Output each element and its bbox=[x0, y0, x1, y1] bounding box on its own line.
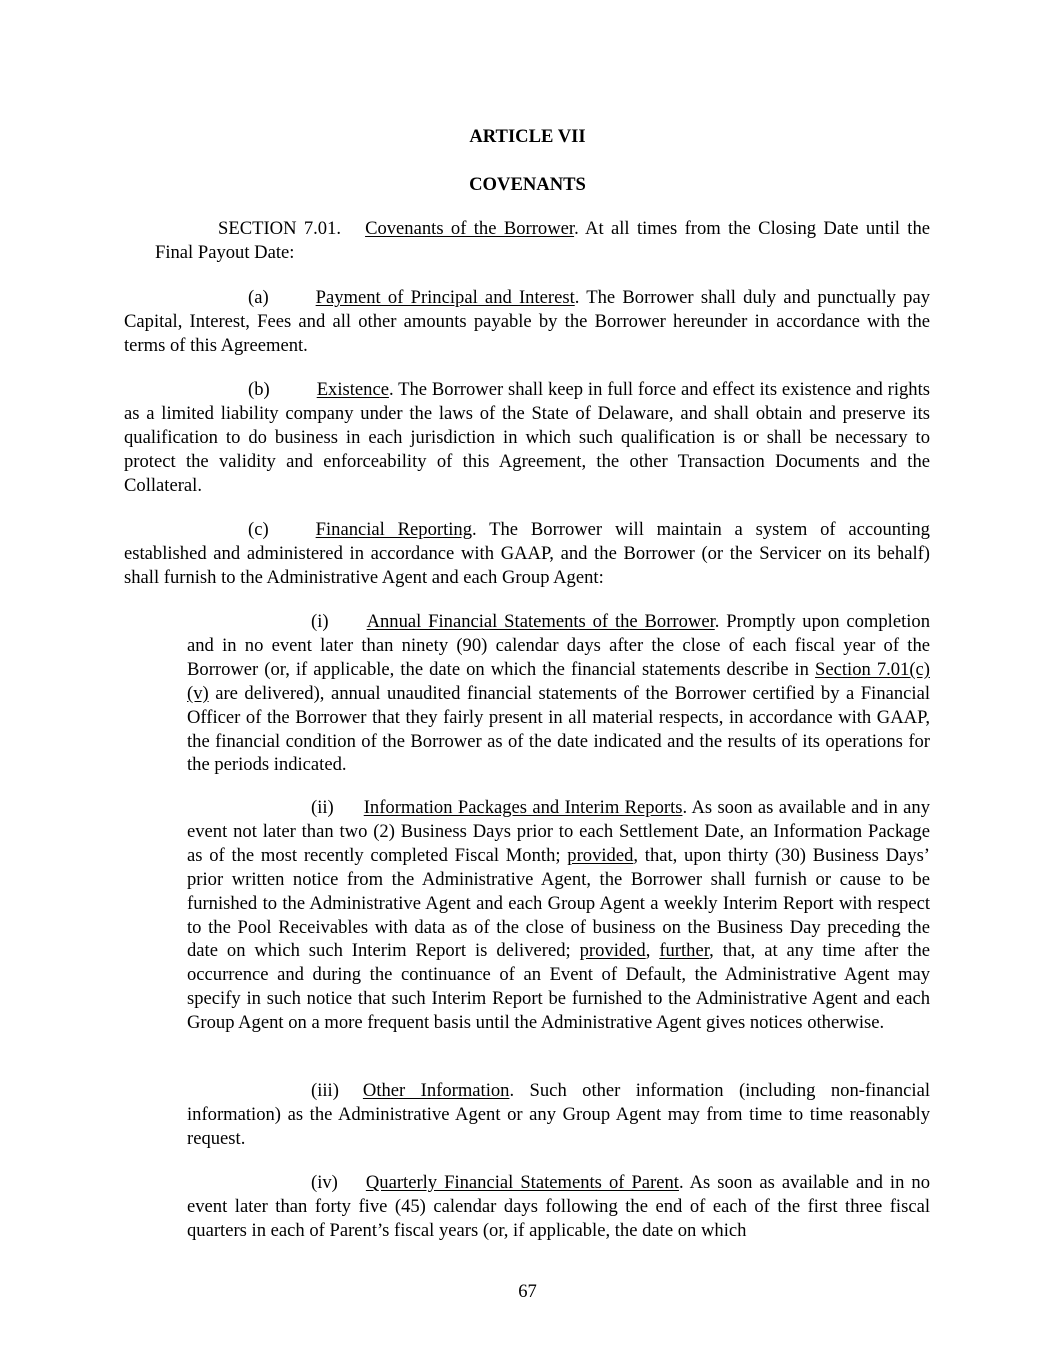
subparagraph-iii-text: . Such other information (including non-financial information) as the Administrative Agent or any Group Agent may from time to time reasonably request. bbox=[187, 1080, 930, 1149]
page-number: 67 bbox=[518, 1281, 537, 1302]
article-title: COVENANTS bbox=[469, 174, 586, 195]
paragraph-a-title: Payment of Principal and Interest bbox=[315, 287, 575, 308]
paragraph-c-text: . The Borrower will maintain a system of accounting established and administered in accordance with GAAP, and the Borrower (or the Servicer on its behalf) shall furnish to the Administrative Agent and each Group Agent: bbox=[124, 519, 930, 588]
paragraph-b-label: (b) bbox=[248, 379, 270, 400]
subparagraph-i-label: (i) bbox=[311, 611, 329, 632]
subparagraph-iii-title: Other Information bbox=[362, 1080, 510, 1101]
paragraph-b bbox=[124, 378, 930, 498]
subparagraph-iii-label: (iii) bbox=[311, 1080, 339, 1101]
subparagraph-ii bbox=[187, 796, 930, 1035]
article-heading: ARTICLE VII bbox=[469, 126, 586, 147]
section-text: . At all times from the Closing Date until the Final Payout Date: bbox=[155, 218, 931, 263]
subparagraph-i-title: Annual Financial Statements of the Borrower bbox=[366, 611, 715, 632]
comma: , bbox=[645, 940, 660, 962]
paragraph-a-text: . The Borrower shall duly and punctually pay Capital, Interest, Fees and all other amounts payable by the Borrower hereunder in accordance with the terms of this Agreement. bbox=[124, 287, 930, 356]
subparagraph-iii bbox=[187, 1079, 930, 1151]
subparagraph-ii-title: Information Packages and Interim Reports bbox=[363, 797, 683, 818]
subparagraph-ii-text-3: , that, at any time after the occurrence and during the continuance of an Event of Default, the Administrative Agent may specify in such notice that such Interim Report be furnished to the Administrative Agent and each Group Agent on a more frequent basis until the Administrative Agent gives notices otherwise. bbox=[187, 940, 931, 1034]
paragraph-c-title: Financial Reporting bbox=[315, 519, 473, 540]
section-reference: Section 7.01(c)(v) bbox=[187, 658, 930, 704]
subparagraph-iv-label: (iv) bbox=[311, 1172, 338, 1193]
paragraph-b-text: . The Borrower shall keep in full force and effect its existence and rights as a limited liability company under the laws of the State of Delaware, and shall obtain and preserve its qualification to do business in each jurisdiction in which such qualification is or shall be necessary to protect the validity and enforceability of this Agreement, the other Transaction Documents and the Collateral. bbox=[124, 379, 930, 496]
provided-term-1: provided bbox=[567, 844, 634, 866]
paragraph-a bbox=[124, 286, 930, 358]
subparagraph-i bbox=[187, 610, 930, 777]
subparagraph-i-text-2: are delivered), annual unaudited financial statements of the Borrower certified by a Financial Officer of the Borrower that they fairly present in all material respects, in accordance with GAAP, the financial condition of the Borrower as of the date indicated and the results of its operations for the periods indicated. bbox=[187, 682, 930, 776]
subparagraph-iv bbox=[187, 1171, 930, 1243]
paragraph-b-title: Existence bbox=[316, 379, 389, 400]
subparagraph-iv-title: Quarterly Financial Statements of Parent bbox=[365, 1172, 679, 1193]
paragraph-c-label: (c) bbox=[248, 519, 269, 540]
subparagraph-ii-label: (ii) bbox=[311, 797, 334, 818]
subparagraph-ii-text-2: , that, upon thirty (30) Business Days’ prior written notice from the Administrative Agent, the Borrower shall furnish or cause to be furnished to the Administrative Agent and each Group Agent a weekly Interim Report with respect to the Pool Receivables with data as of the close of business on the Business Day preceding the date on which such Interim Report is delivered; bbox=[187, 844, 930, 962]
subparagraph-iv-text: . As soon as available and in no event later than forty five (45) calendar days following the end of each of the first three fiscal quarters in each of Parent’s fiscal years (or, if applicable, the date on which bbox=[187, 1172, 930, 1241]
section-7-01 bbox=[155, 217, 930, 265]
provided-term-2: provided bbox=[579, 940, 646, 962]
section-number: SECTION 7.01. bbox=[218, 218, 342, 239]
paragraph-a-label: (a) bbox=[248, 287, 269, 308]
subparagraph-i-text-1: . Promptly upon completion and in no event later than ninety (90) calendar days after the close of each fiscal year of the Borrower (or, if applicable, the date on which the financial statements describe in bbox=[187, 611, 930, 680]
subparagraph-ii-text-1: . As soon as available and in any event not later than two (2) Business Days prior to each Settlement Date, an Information Package as of the most recently completed Fiscal Month; bbox=[187, 797, 930, 866]
further-term: further bbox=[659, 940, 710, 962]
section-title: Covenants of the Borrower bbox=[365, 218, 575, 239]
paragraph-c bbox=[124, 518, 930, 590]
